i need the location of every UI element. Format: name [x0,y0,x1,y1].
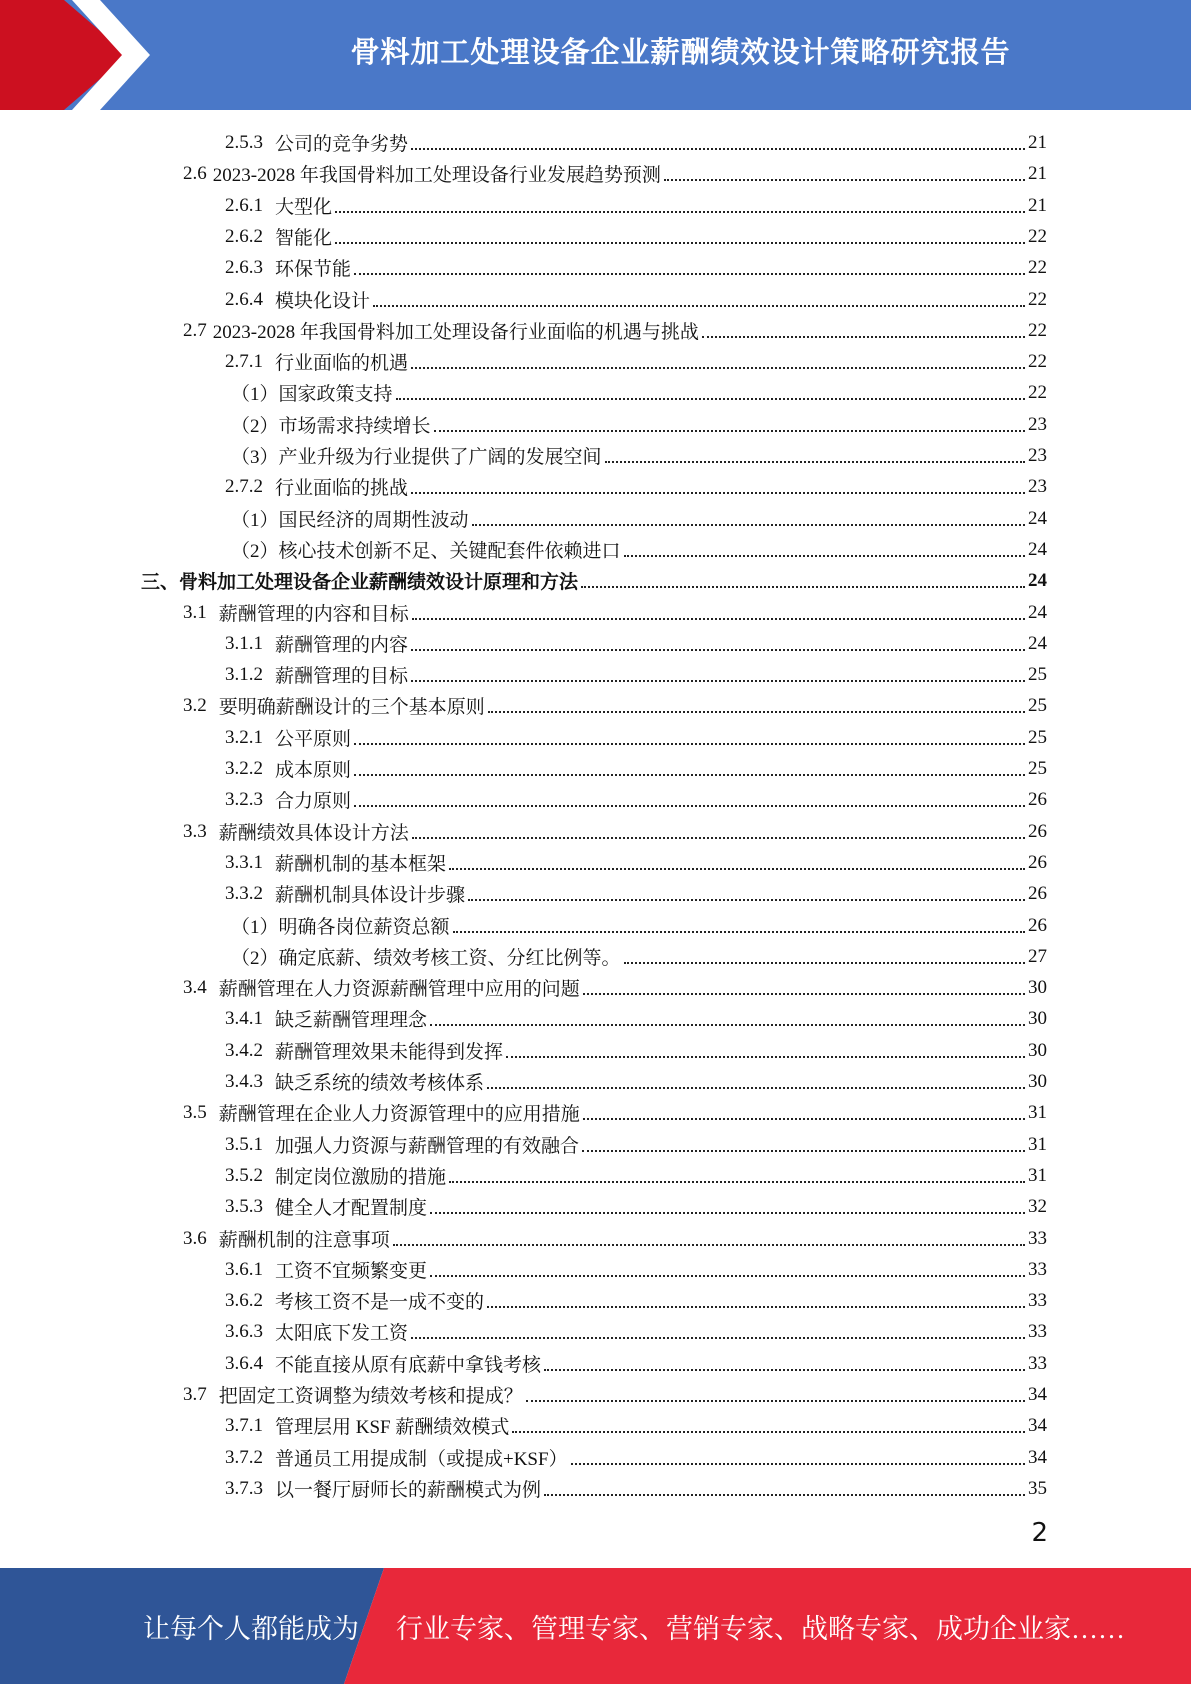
toc-entry-title: 明确各岗位薪资总额 [278,917,450,938]
toc-entry-title: 2023-2028 年我国骨料加工处理设备行业面临的机遇与挑战 [212,322,699,343]
toc-entry-title: 行业面临的机遇 [275,353,409,374]
toc-dot-leader [624,953,1025,964]
toc-entry[interactable] [141,565,1047,596]
toc-dot-leader [468,890,1025,901]
toc-dot-leader [544,1360,1025,1371]
toc-entry-title: 加强人力资源与薪酬管理的有效融合 [275,1136,580,1157]
toc-entry-title: 薪酬管理效果未能得到发挥 [275,1042,504,1063]
toc-dot-leader [373,296,1025,307]
toc-entry-title: 管理层用 KSF 薪酬绩效模式 [275,1417,510,1438]
toc-entry-page: 33 [1028,1352,1047,1374]
toc-entry-number: （3） [231,447,279,468]
toc-dot-leader [411,483,1025,494]
toc-entry-number: 三、 [141,572,180,593]
toc-entry[interactable] [231,910,1047,941]
toc-entry[interactable] [225,471,1047,502]
toc-entry-number: 3.6.1 [225,1258,263,1280]
toc-entry-page: 26 [1028,820,1047,842]
toc-entry-number: （2） [231,541,279,562]
toc-dot-leader [354,264,1025,275]
toc-entry[interactable] [225,284,1047,315]
footer-slogan-left: 让每个人都能成为 [143,1613,359,1644]
toc-entry-number: 3.1.2 [225,663,263,685]
toc-dot-leader [605,452,1025,463]
page-footer [0,1568,1191,1684]
toc-entry-title: 确定底薪、绩效考核工资、分红比例等。 [278,948,621,969]
toc-entry-page: 27 [1028,945,1047,967]
toc-dot-leader [472,515,1025,526]
toc-entry-title: 大型化 [275,197,333,218]
toc-dot-leader [430,1266,1025,1277]
toc-dot-leader [411,358,1025,369]
toc-entry-number: 3.4 [183,976,207,998]
toc-entry-number: （1） [231,384,279,405]
toc-entry-page: 33 [1028,1289,1047,1311]
toc-entry-page: 26 [1028,851,1047,873]
toc-entry-number: 2.6.2 [225,225,263,247]
toc-entry-number: 3.2.1 [225,726,263,748]
toc-dot-leader [449,859,1025,870]
toc-entry[interactable] [225,1003,1047,1034]
toc-entry[interactable] [225,784,1047,815]
toc-entry-title: 制定岗位激励的措施 [275,1167,447,1188]
toc-entry-page: 22 [1028,319,1047,341]
toc-entry-title: 薪酬管理的内容和目标 [218,604,409,625]
toc-entry-number: 2.6 [183,162,207,184]
toc-entry[interactable] [183,158,1047,189]
toc-dot-leader [412,828,1025,839]
toc-entry-title: 模块化设计 [275,291,371,312]
toc-entry-number: （2） [231,416,279,437]
toc-entry[interactable] [225,847,1047,878]
toc-entry-title: 公司的竞争劣势 [275,134,409,155]
toc-entry-title: 市场需求持续增长 [278,416,431,437]
toc-entry-number: 3.5.3 [225,1195,263,1217]
toc-entry-page: 32 [1028,1195,1047,1217]
toc-entry-number: 3.1 [183,601,207,623]
toc-entry-number: 3.6.3 [225,1320,263,1342]
toc-entry-title: 考核工资不是一成不变的 [275,1292,485,1313]
toc-entry[interactable] [225,1442,1047,1473]
toc-dot-leader [354,734,1025,745]
toc-entry-number: 3.4.2 [225,1039,263,1061]
toc-entry-number: 3.3 [183,820,207,842]
toc-entry[interactable] [225,1129,1047,1160]
toc-entry-number: 2.5.3 [225,131,263,153]
toc-dot-leader [335,202,1025,213]
toc-entry-title: 薪酬机制的注意事项 [218,1230,390,1251]
toc-entry-number: （1） [231,917,279,938]
toc-entry-number: 2.6.1 [225,194,263,216]
toc-dot-leader [583,1109,1025,1120]
toc-entry-page: 21 [1028,131,1047,153]
toc-entry-title: 工资不宜频繁变更 [275,1261,428,1282]
toc-entry-page: 25 [1028,694,1047,716]
toc-entry-page: 31 [1028,1101,1047,1123]
toc-entry-page: 26 [1028,882,1047,904]
toc-dot-leader [411,139,1025,150]
toc-entry[interactable] [183,690,1047,721]
report-title: 骨料加工处理设备企业薪酬绩效设计策略研究报告 [350,34,1011,69]
toc-entry-title: 以一餐厅厨师长的薪酬模式为例 [275,1480,542,1501]
toc-entry-title: 太阳底下发工资 [275,1323,409,1344]
toc-entry[interactable] [183,1097,1047,1128]
toc-dot-leader [354,796,1025,807]
toc-entry-page: 34 [1028,1383,1047,1405]
toc-dot-leader [393,1235,1025,1246]
toc-entry-title: 薪酬管理的目标 [275,666,409,687]
toc-entry[interactable] [225,1254,1047,1285]
toc-entry-title: 薪酬管理在人力资源薪酬管理中应用的问题 [218,979,580,1000]
toc-entry-number: 2.7 [183,319,207,341]
toc-entry[interactable] [225,753,1047,784]
toc-dot-leader [571,1454,1025,1465]
toc-entry-page: 24 [1028,601,1047,623]
toc-dot-leader [335,233,1025,244]
toc-dot-leader [544,1485,1025,1496]
toc-entry[interactable] [225,1348,1047,1379]
toc-entry-page: 30 [1028,1039,1047,1061]
toc-entry-title: 产业升级为行业提供了广阔的发展空间 [278,447,602,468]
toc-entry[interactable] [225,1160,1047,1191]
toc-dot-leader [581,577,1025,588]
toc-entry-number: 3.3.2 [225,882,263,904]
toc-entry[interactable] [231,409,1047,440]
footer-slogan-right: 行业专家、管理专家、营销专家、战略专家、成功企业家…… [396,1613,1125,1644]
toc-dot-leader [582,1141,1025,1152]
toc-entry-page: 21 [1028,162,1047,184]
toc-entry-page: 34 [1028,1414,1047,1436]
toc-entry-page: 23 [1028,444,1047,466]
toc-entry-page: 22 [1028,350,1047,372]
header-arrow-decoration [0,0,160,110]
toc-entry-title: 环保节能 [275,259,352,280]
page-number: 2 [1031,1518,1048,1548]
toc-entry-number: 3.2.2 [225,757,263,779]
toc-dot-leader [487,1078,1025,1089]
toc-entry-title: 薪酬绩效具体设计方法 [218,823,409,844]
toc-dot-leader [487,1297,1025,1308]
toc-entry[interactable] [225,1066,1047,1097]
toc-entry-number: 3.4.1 [225,1007,263,1029]
toc-entry-page: 23 [1028,413,1047,435]
toc-dot-leader [411,671,1025,682]
toc-entry[interactable] [225,127,1047,158]
toc-entry-title: 成本原则 [275,760,352,781]
toc-entry-title: 核心技术创新不足、关键配套件依赖进口 [278,541,621,562]
toc-entry-page: 31 [1028,1164,1047,1186]
toc-entry-page: 33 [1028,1227,1047,1249]
toc-dot-leader [488,702,1025,713]
toc-dot-leader [430,1015,1025,1026]
toc-entry[interactable] [231,941,1047,972]
toc-entry-title: 缺乏薪酬管理理念 [275,1010,428,1031]
toc-entry[interactable] [225,346,1047,377]
toc-entry-title: 缺乏系统的绩效考核体系 [275,1073,485,1094]
toc-entry-title: 国家政策支持 [278,384,393,405]
toc-entry-number: 3.5.2 [225,1164,263,1186]
toc-entry-title: 不能直接从原有底薪中拿钱考核 [275,1355,542,1376]
toc-entry-page: 24 [1028,538,1047,560]
toc-entry-number: 3.7.3 [225,1477,263,1499]
toc-dot-leader [506,1047,1025,1058]
toc-dot-leader [430,1203,1025,1214]
toc-entry-page: 31 [1028,1133,1047,1155]
toc-entry-title: 合力原则 [275,791,352,812]
toc-entry-page: 30 [1028,1070,1047,1092]
toc-entry-title: 薪酬管理的内容 [275,635,409,656]
page-header [0,0,1191,110]
toc-entry-number: 3.4.3 [225,1070,263,1092]
toc-dot-leader [583,984,1025,995]
toc-entry[interactable] [183,315,1047,346]
toc-entry[interactable] [231,534,1047,565]
toc-entry[interactable] [225,1316,1047,1347]
toc-dot-leader [664,170,1025,181]
toc-entry-title: 把固定工资调整为绩效考核和提成？ [218,1386,523,1407]
toc-entry-page: 22 [1028,256,1047,278]
toc-entry-number: （2） [231,948,279,969]
toc-entry-number: 3.2.3 [225,788,263,810]
toc-dot-leader [624,546,1025,557]
toc-entry-page: 24 [1028,507,1047,529]
toc-entry-number: 2.6.3 [225,256,263,278]
toc-entry[interactable] [225,1191,1047,1222]
toc-entry-number: 3.5 [183,1101,207,1123]
toc-entry[interactable] [183,597,1047,628]
toc-entry-title: 普通员工用提成制（或提成+KSF） [275,1449,568,1470]
toc-entry-title: 要明确薪酬设计的三个基本原则 [218,697,485,718]
toc-entry-number: 2.6.4 [225,288,263,310]
toc-entry[interactable] [225,1410,1047,1441]
toc-entry-page: 25 [1028,757,1047,779]
toc-entry[interactable] [225,628,1047,659]
toc-entry-page: 25 [1028,726,1047,748]
toc-entry-title: 薪酬机制的基本框架 [275,854,447,875]
toc-entry-number: 3.1.1 [225,632,263,654]
toc-entry-page: 34 [1028,1446,1047,1468]
toc-entry-page: 33 [1028,1258,1047,1280]
toc-entry-number: （1） [231,510,279,531]
toc-entry-title: 薪酬管理在企业人力资源管理中的应用措施 [218,1104,580,1125]
toc-entry[interactable] [225,878,1047,909]
toc-entry-page: 24 [1028,569,1047,591]
toc-entry-page: 33 [1028,1320,1047,1342]
toc-entry-number: 2.7.1 [225,350,263,372]
toc-entry[interactable] [225,722,1047,753]
toc-entry-page: 30 [1028,1007,1047,1029]
toc-entry-title: 2023-2028 年我国骨料加工处理设备行业发展趋势预测 [212,165,661,186]
toc-dot-leader [453,922,1025,933]
toc-entry[interactable] [183,972,1047,1003]
toc-dot-leader [411,640,1025,651]
toc-entry-title: 行业面临的挑战 [275,478,409,499]
toc-entry-title: 智能化 [275,228,333,249]
toc-entry[interactable] [225,190,1047,221]
toc-dot-leader [411,1328,1025,1339]
toc-entry-page: 26 [1028,914,1047,936]
toc-dot-leader [702,327,1025,338]
toc-entry[interactable] [225,1473,1047,1504]
toc-entry-page: 25 [1028,663,1047,685]
toc-dot-leader [434,421,1025,432]
toc-entry-title: 骨料加工处理设备企业薪酬绩效设计原理和方法 [179,572,579,593]
toc-dot-leader [396,389,1025,400]
toc-entry-number: 3.7.2 [225,1446,263,1468]
toc-entry-title: 健全人才配置制度 [275,1198,428,1219]
toc-entry-page: 22 [1028,288,1047,310]
toc-entry[interactable] [225,252,1047,283]
toc-dot-leader [526,1391,1025,1402]
toc-entry-page: 22 [1028,381,1047,403]
toc-entry-page: 35 [1028,1477,1047,1499]
toc-entry-number: 2.7.2 [225,475,263,497]
toc-entry[interactable] [225,1285,1047,1316]
toc-entry-number: 3.6.4 [225,1352,263,1374]
toc-entry[interactable] [183,1379,1047,1410]
toc-entry-page: 23 [1028,475,1047,497]
toc-entry-page: 24 [1028,632,1047,654]
toc-entry-number: 3.2 [183,694,207,716]
toc-entry[interactable] [183,1223,1047,1254]
toc-entry-number: 3.7 [183,1383,207,1405]
toc-entry[interactable] [183,816,1047,847]
toc-entry[interactable] [231,440,1047,471]
toc-entry[interactable] [231,377,1047,408]
toc-entry-number: 3.7.1 [225,1414,263,1436]
toc-entry[interactable] [225,659,1047,690]
toc-entry-page: 30 [1028,976,1047,998]
toc-entry-number: 3.6.2 [225,1289,263,1311]
toc-entry[interactable] [231,503,1047,534]
toc-dot-leader [512,1422,1025,1433]
toc-entry[interactable] [225,221,1047,252]
toc-dot-leader [354,765,1025,776]
toc-entry-page: 22 [1028,225,1047,247]
toc-dot-leader [449,1172,1025,1183]
toc-entry-page: 26 [1028,788,1047,810]
toc-dot-leader [412,609,1025,620]
toc-entry-number: 3.6 [183,1227,207,1249]
toc-entry-number: 3.5.1 [225,1133,263,1155]
toc-entry-title: 国民经济的周期性波动 [278,510,469,531]
toc-entry-number: 3.3.1 [225,851,263,873]
toc-entry[interactable] [225,1035,1047,1066]
toc-entry-title: 公平原则 [275,729,352,750]
toc-entry-title: 薪酬机制具体设计步骤 [275,885,466,906]
toc-entry-page: 21 [1028,194,1047,216]
